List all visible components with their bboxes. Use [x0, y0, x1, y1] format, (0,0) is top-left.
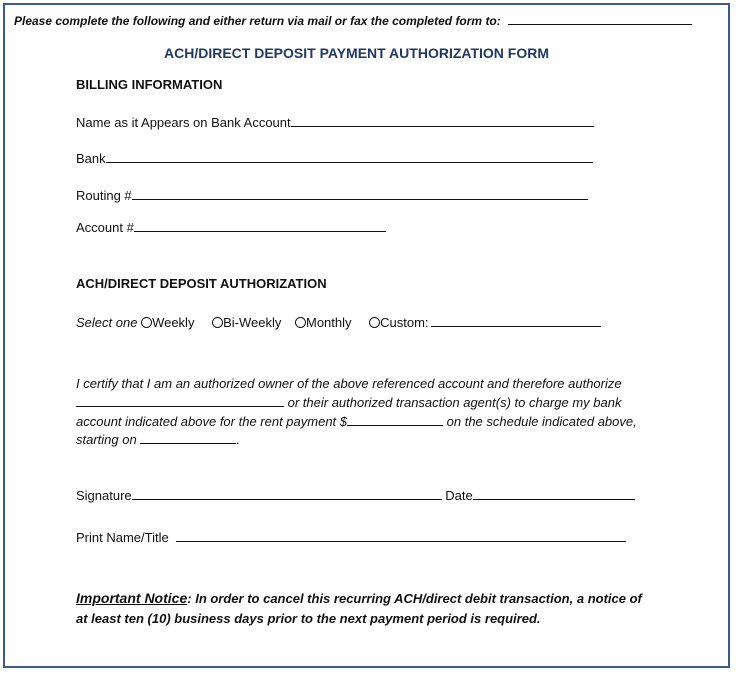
- signature-row: [76, 486, 635, 503]
- notice-text-1: In order to cancel this recurring ACH/direct debit transaction, a notice of: [195, 591, 642, 606]
- print-name-field[interactable]: [176, 528, 626, 542]
- radio-custom[interactable]: [369, 317, 380, 328]
- signature-field[interactable]: [132, 486, 442, 500]
- print-name-label: Print Name/Title: [76, 530, 169, 545]
- certify-line-3-text-a: account indicated above for the rent payment $: [76, 414, 348, 429]
- certify-line-1: I certify that I am an authorized owner of the above referenced account and therefore authorize: [76, 376, 622, 391]
- instruction-text: Please complete the following and either return via mail or fax the completed form to:: [14, 14, 501, 28]
- notice-text-2: at least ten (10) business days prior to the next payment period is required.: [76, 611, 541, 626]
- form-border: [3, 3, 730, 668]
- form-title: ACH/DIRECT DEPOSIT PAYMENT AUTHORIZATION FORM: [164, 45, 549, 61]
- radio-monthly[interactable]: [295, 317, 306, 328]
- select-one-label: Select one: [76, 315, 138, 330]
- routing-field[interactable]: [132, 186, 588, 200]
- bank-label: Bank: [76, 151, 106, 166]
- notice-label: Important Notice: [76, 590, 188, 606]
- name-row: [76, 113, 594, 130]
- print-name-row: [76, 528, 626, 545]
- authorized-party-field[interactable]: [76, 393, 284, 407]
- option-biweekly[interactable]: [212, 315, 281, 330]
- certify-line-2-text: or their authorized transaction agent(s) to charge my bank: [287, 395, 622, 410]
- name-field[interactable]: [291, 113, 594, 127]
- radio-biweekly[interactable]: [212, 317, 223, 328]
- account-field[interactable]: [134, 218, 386, 232]
- certify-line-3-text-b: on the schedule indicated above,: [446, 414, 637, 429]
- option-custom-label: Custom:: [380, 315, 429, 330]
- authorization-heading: ACH/DIRECT DEPOSIT AUTHORIZATION: [76, 276, 327, 291]
- account-label: Account #: [76, 220, 134, 235]
- notice-colon: :: [187, 591, 192, 606]
- instruction-line: [14, 11, 692, 28]
- custom-field[interactable]: [431, 313, 601, 327]
- signature-label: Signature: [76, 488, 132, 503]
- starting-on-label: starting on: [76, 432, 137, 447]
- payment-amount-field[interactable]: [347, 412, 443, 426]
- option-custom[interactable]: [369, 315, 600, 330]
- certify-line-3: [76, 412, 637, 429]
- billing-heading: BILLING INFORMATION: [76, 77, 223, 92]
- date-label: Date: [445, 488, 473, 503]
- account-row: [76, 218, 386, 235]
- option-weekly-label: Weekly: [152, 315, 195, 330]
- certify-line-4: [76, 430, 240, 447]
- certify-period: .: [236, 432, 240, 447]
- routing-row: [76, 186, 588, 203]
- option-monthly-label: Monthly: [305, 315, 352, 330]
- date-field[interactable]: [473, 486, 635, 500]
- frequency-row: [76, 313, 601, 330]
- name-label: Name as it Appears on Bank Account: [76, 115, 291, 130]
- notice-line-1: [76, 590, 642, 606]
- bank-row: [76, 149, 593, 166]
- routing-label: Routing #: [76, 188, 132, 203]
- option-biweekly-label: Bi-Weekly: [223, 315, 282, 330]
- option-weekly[interactable]: [141, 315, 194, 330]
- certify-line-2: [76, 393, 621, 410]
- option-monthly[interactable]: [295, 315, 352, 330]
- fax-destination-field[interactable]: [508, 11, 692, 25]
- radio-weekly[interactable]: [141, 317, 152, 328]
- start-date-field[interactable]: [140, 430, 236, 444]
- bank-field[interactable]: [106, 149, 593, 163]
